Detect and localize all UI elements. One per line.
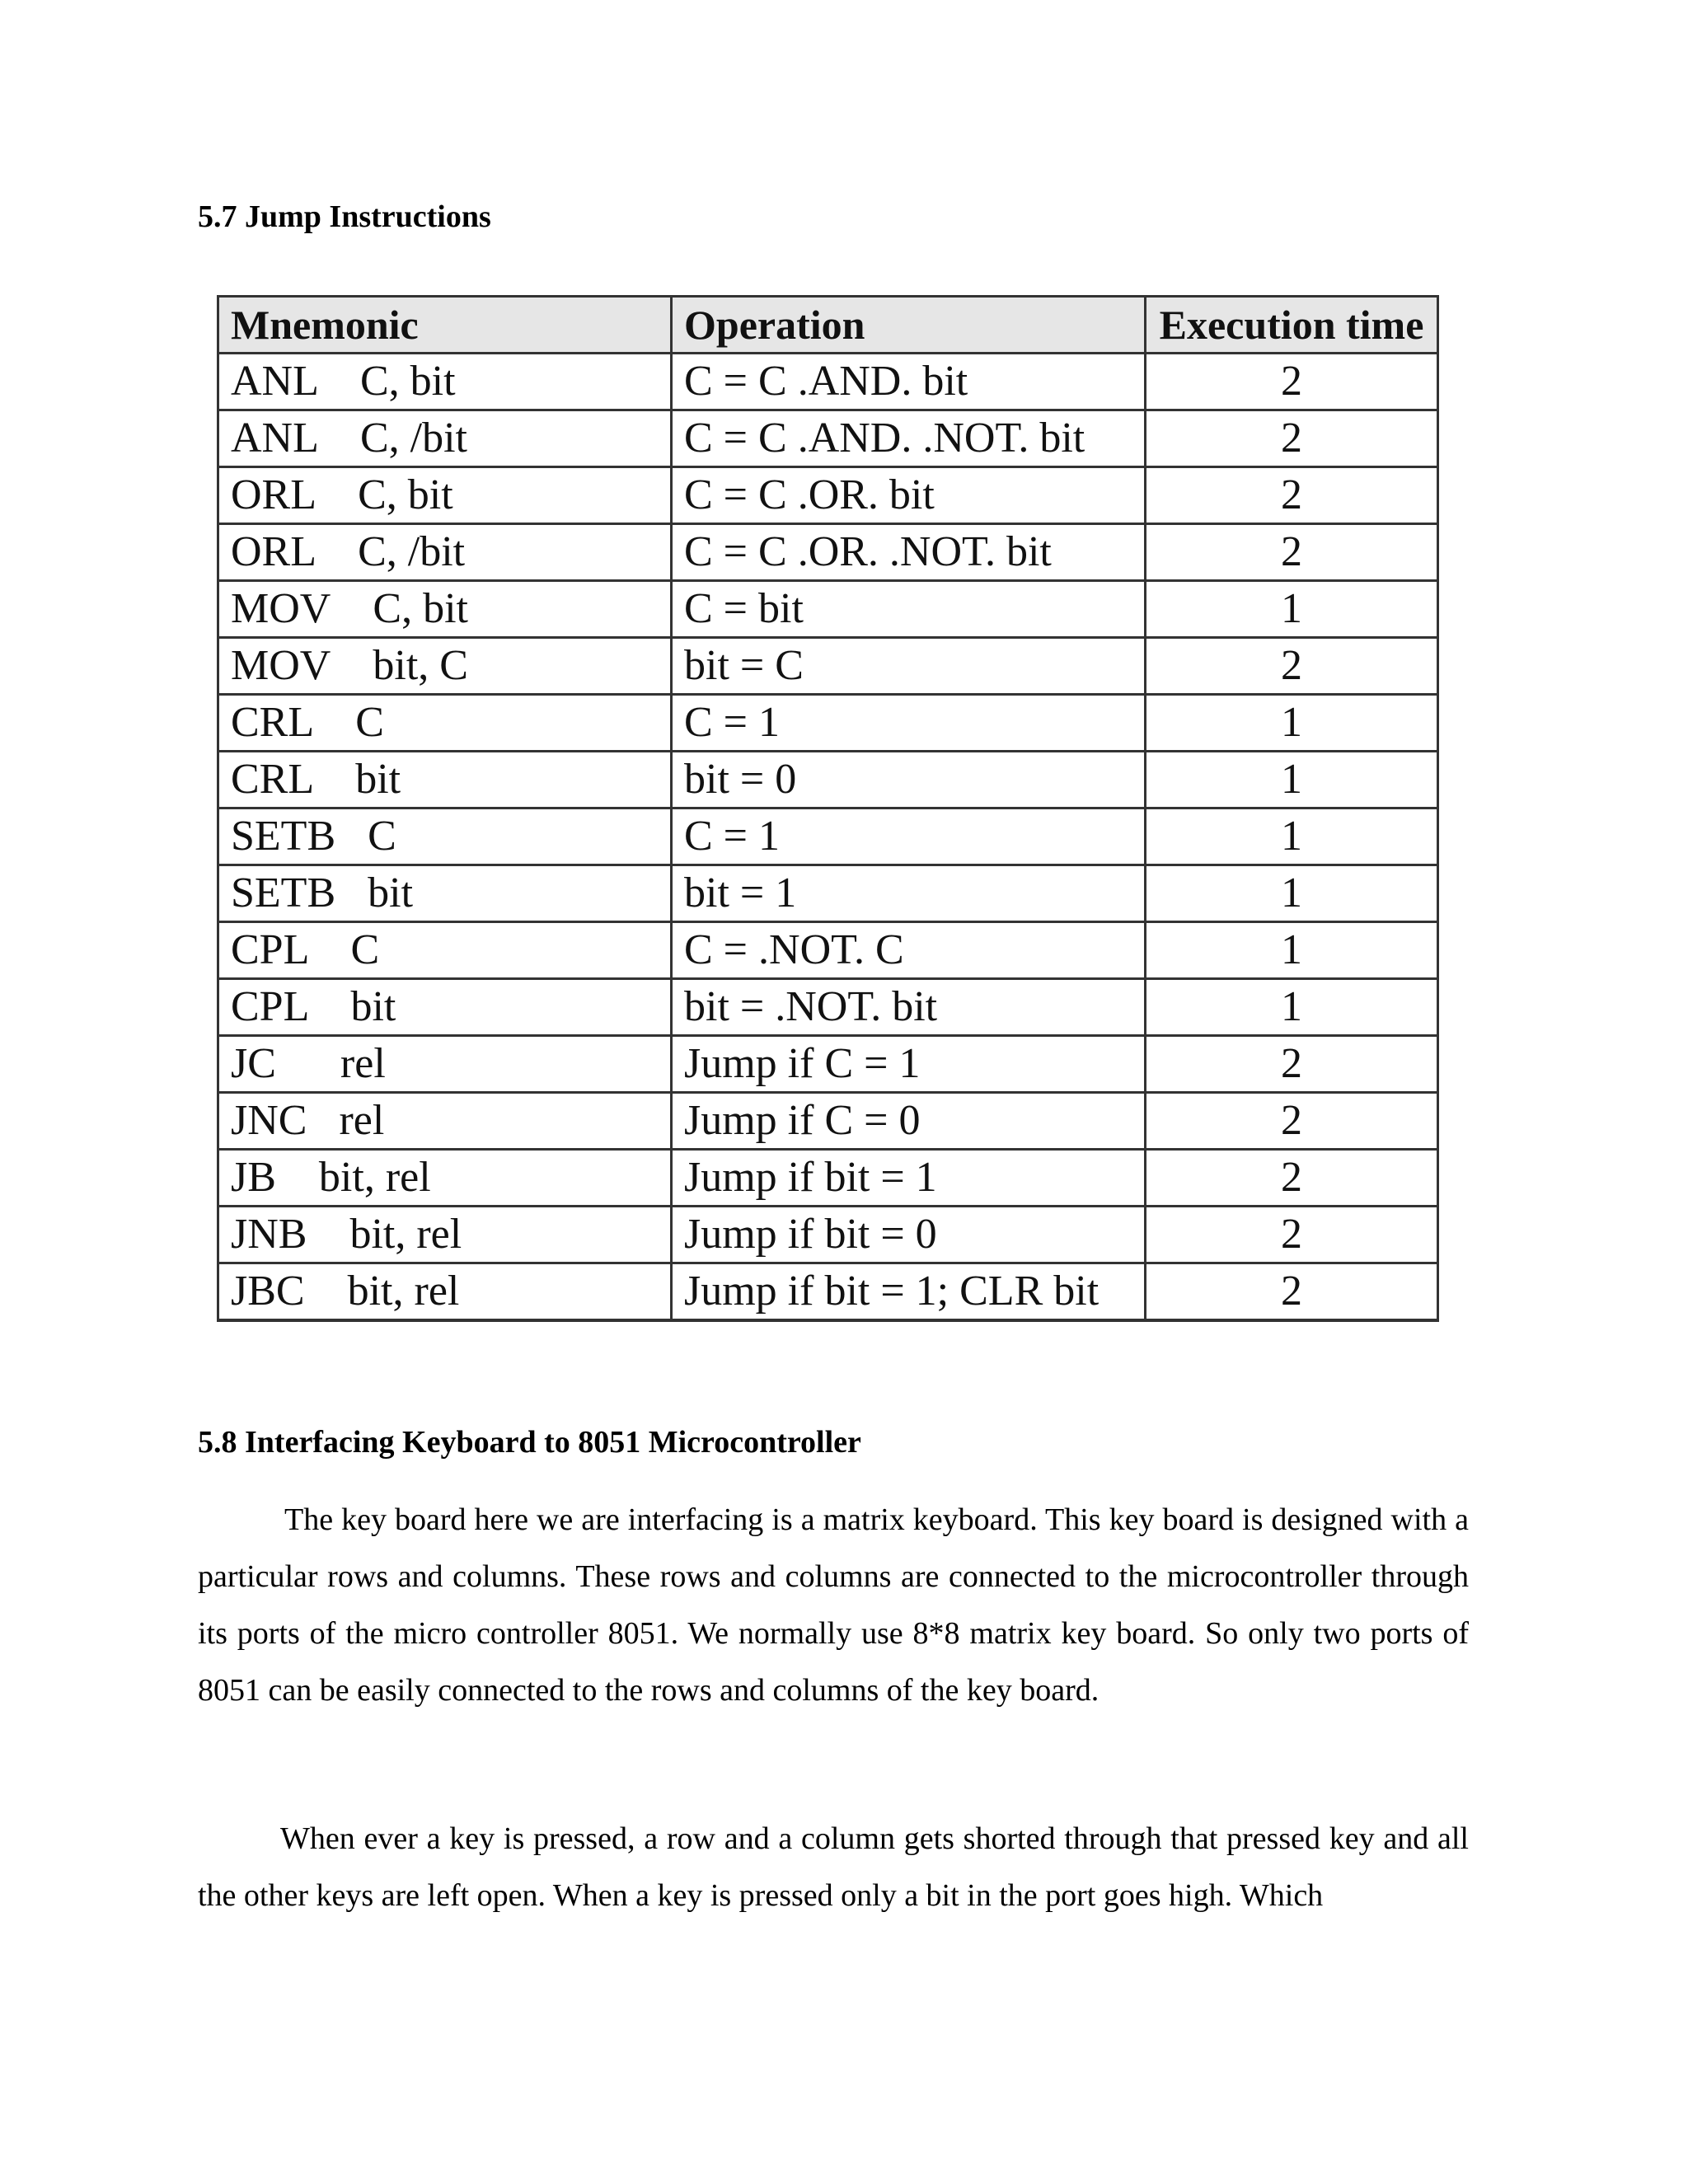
execution-time-cell: 1	[1146, 695, 1438, 752]
operation-cell: Jump if C = 0	[672, 1093, 1146, 1150]
table-row	[218, 410, 1438, 467]
operation-cell: C = C .AND. bit	[672, 354, 1146, 410]
table-row	[218, 1263, 1438, 1321]
section-heading-jump-instructions: 5.7 Jump Instructions	[198, 199, 491, 234]
execution-time-cell: 1	[1146, 979, 1438, 1036]
table-row	[218, 1150, 1438, 1207]
table-row	[218, 922, 1438, 979]
operation-cell: Jump if C = 1	[672, 1036, 1146, 1093]
body-paragraph: When ever a key is pressed, a row and a column gets shorted through that pressed key and all the other keys are left open. When a key is pressed only a bit in the port goes high. Which	[198, 1821, 1469, 1913]
mnemonic-cell: ANL C, bit	[218, 354, 672, 410]
operation-cell: Jump if bit = 1	[672, 1150, 1146, 1207]
operation-cell: bit = .NOT. bit	[672, 979, 1146, 1036]
mnemonic-cell: MOV bit, C	[218, 638, 672, 695]
body-paragraph: The key board here we are interfacing is a matrix keyboard. This key board is designed with a particular rows and columns. These rows and columns are connected to the microcontroller through its ports of the micro controller 8051. We normally use 8*8 matrix key board. So only two ports of 8051 can be easily connected to the rows and columns of the key board.	[198, 1502, 1469, 1708]
mnemonic-cell: JBC bit, rel	[218, 1263, 672, 1321]
table-header-row	[218, 297, 1438, 354]
execution-time-cell: 1	[1146, 808, 1438, 865]
operation-cell: C = bit	[672, 581, 1146, 638]
mnemonic-cell: JC rel	[218, 1036, 672, 1093]
mnemonic-cell: ORL C, bit	[218, 467, 672, 524]
mnemonic-cell: JNB bit, rel	[218, 1207, 672, 1263]
mnemonic-cell: JNC rel	[218, 1093, 672, 1150]
mnemonic-cell: SETB bit	[218, 865, 672, 922]
header-execution-time: Execution time	[1146, 297, 1438, 354]
table-row	[218, 638, 1438, 695]
execution-time-cell: 1	[1146, 865, 1438, 922]
operation-cell: C = C .OR. bit	[672, 467, 1146, 524]
mnemonic-cell: SETB C	[218, 808, 672, 865]
execution-time-cell: 1	[1146, 922, 1438, 979]
mnemonic-cell: CPL bit	[218, 979, 672, 1036]
operation-cell: C = 1	[672, 808, 1146, 865]
execution-time-cell: 2	[1146, 1207, 1438, 1263]
operation-cell: C = C .AND. .NOT. bit	[672, 410, 1146, 467]
table-row	[218, 865, 1438, 922]
operation-cell: bit = 0	[672, 752, 1146, 808]
table-row	[218, 1093, 1438, 1150]
table-row	[218, 1207, 1438, 1263]
header-operation: Operation	[672, 297, 1146, 354]
jump-instructions-table-wrap	[217, 295, 1437, 1322]
execution-time-cell: 2	[1146, 1263, 1438, 1321]
execution-time-cell: 2	[1146, 638, 1438, 695]
table-row	[218, 354, 1438, 410]
execution-time-cell: 2	[1146, 524, 1438, 581]
execution-time-cell: 2	[1146, 410, 1438, 467]
execution-time-cell: 2	[1146, 467, 1438, 524]
operation-cell: bit = 1	[672, 865, 1146, 922]
execution-time-cell: 2	[1146, 1093, 1438, 1150]
operation-cell: C = .NOT. C	[672, 922, 1146, 979]
mnemonic-cell: CPL C	[218, 922, 672, 979]
operation-cell: C = 1	[672, 695, 1146, 752]
table-row	[218, 467, 1438, 524]
execution-time-cell: 2	[1146, 1036, 1438, 1093]
execution-time-cell: 2	[1146, 354, 1438, 410]
operation-cell: C = C .OR. .NOT. bit	[672, 524, 1146, 581]
table-row	[218, 1036, 1438, 1093]
table-row	[218, 581, 1438, 638]
table-row	[218, 752, 1438, 808]
section-heading-keyboard-interfacing: 5.8 Interfacing Keyboard to 8051 Microcontroller	[198, 1425, 861, 1460]
table-row	[218, 695, 1438, 752]
execution-time-cell: 1	[1146, 581, 1438, 638]
mnemonic-cell: JB bit, rel	[218, 1150, 672, 1207]
operation-cell: bit = C	[672, 638, 1146, 695]
mnemonic-cell: ORL C, /bit	[218, 524, 672, 581]
mnemonic-cell: CRL bit	[218, 752, 672, 808]
operation-cell: Jump if bit = 0	[672, 1207, 1146, 1263]
table-body	[218, 354, 1438, 1321]
header-mnemonic: Mnemonic	[218, 297, 672, 354]
jump-instructions-table	[217, 295, 1439, 1322]
operation-cell: Jump if bit = 1; CLR bit	[672, 1263, 1146, 1321]
execution-time-cell: 1	[1146, 752, 1438, 808]
mnemonic-cell: ANL C, /bit	[218, 410, 672, 467]
table-row	[218, 979, 1438, 1036]
mnemonic-cell: MOV C, bit	[218, 581, 672, 638]
table-row	[218, 524, 1438, 581]
execution-time-cell: 2	[1146, 1150, 1438, 1207]
table-row	[218, 808, 1438, 865]
mnemonic-cell: CRL C	[218, 695, 672, 752]
